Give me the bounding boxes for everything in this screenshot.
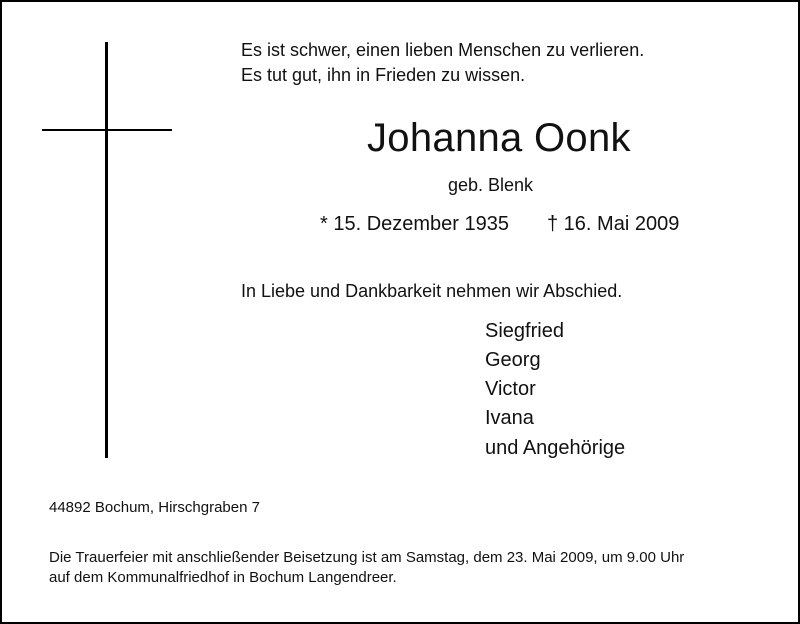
farewell-text: In Liebe und Dankbarkeit nehmen wir Abschied.	[241, 281, 623, 301]
deceased-name: Johanna Oonk	[367, 116, 631, 160]
service-info-line-1: Die Trauerfeier mit anschließender Beisetzung ist am Samstag, dem 23. Mai 2009, um 9.00 Uhr	[49, 549, 685, 566]
cross-horizontal-bar	[42, 129, 172, 131]
maiden-name: geb. Blenk	[448, 175, 534, 195]
family-member: Ivana	[485, 407, 534, 429]
family-member: Siegfried	[485, 320, 564, 342]
family-member: Victor	[485, 378, 536, 400]
family-member: und Angehörige	[485, 437, 626, 459]
death-date: † 16. Mai 2009	[547, 213, 680, 235]
service-info-line-2: auf dem Kommunalfriedhof in Bochum Langendreer.	[49, 569, 397, 586]
verse-line-2: Es tut gut, ihn in Frieden zu wissen.	[241, 65, 526, 85]
mourning-address: 44892 Bochum, Hirschgraben 7	[49, 499, 260, 516]
verse-line-1: Es ist schwer, einen lieben Menschen zu verlieren.	[241, 40, 645, 60]
cross-vertical-bar	[105, 42, 108, 458]
birth-date: * 15. Dezember 1935	[320, 213, 510, 235]
family-member: Georg	[485, 349, 541, 371]
